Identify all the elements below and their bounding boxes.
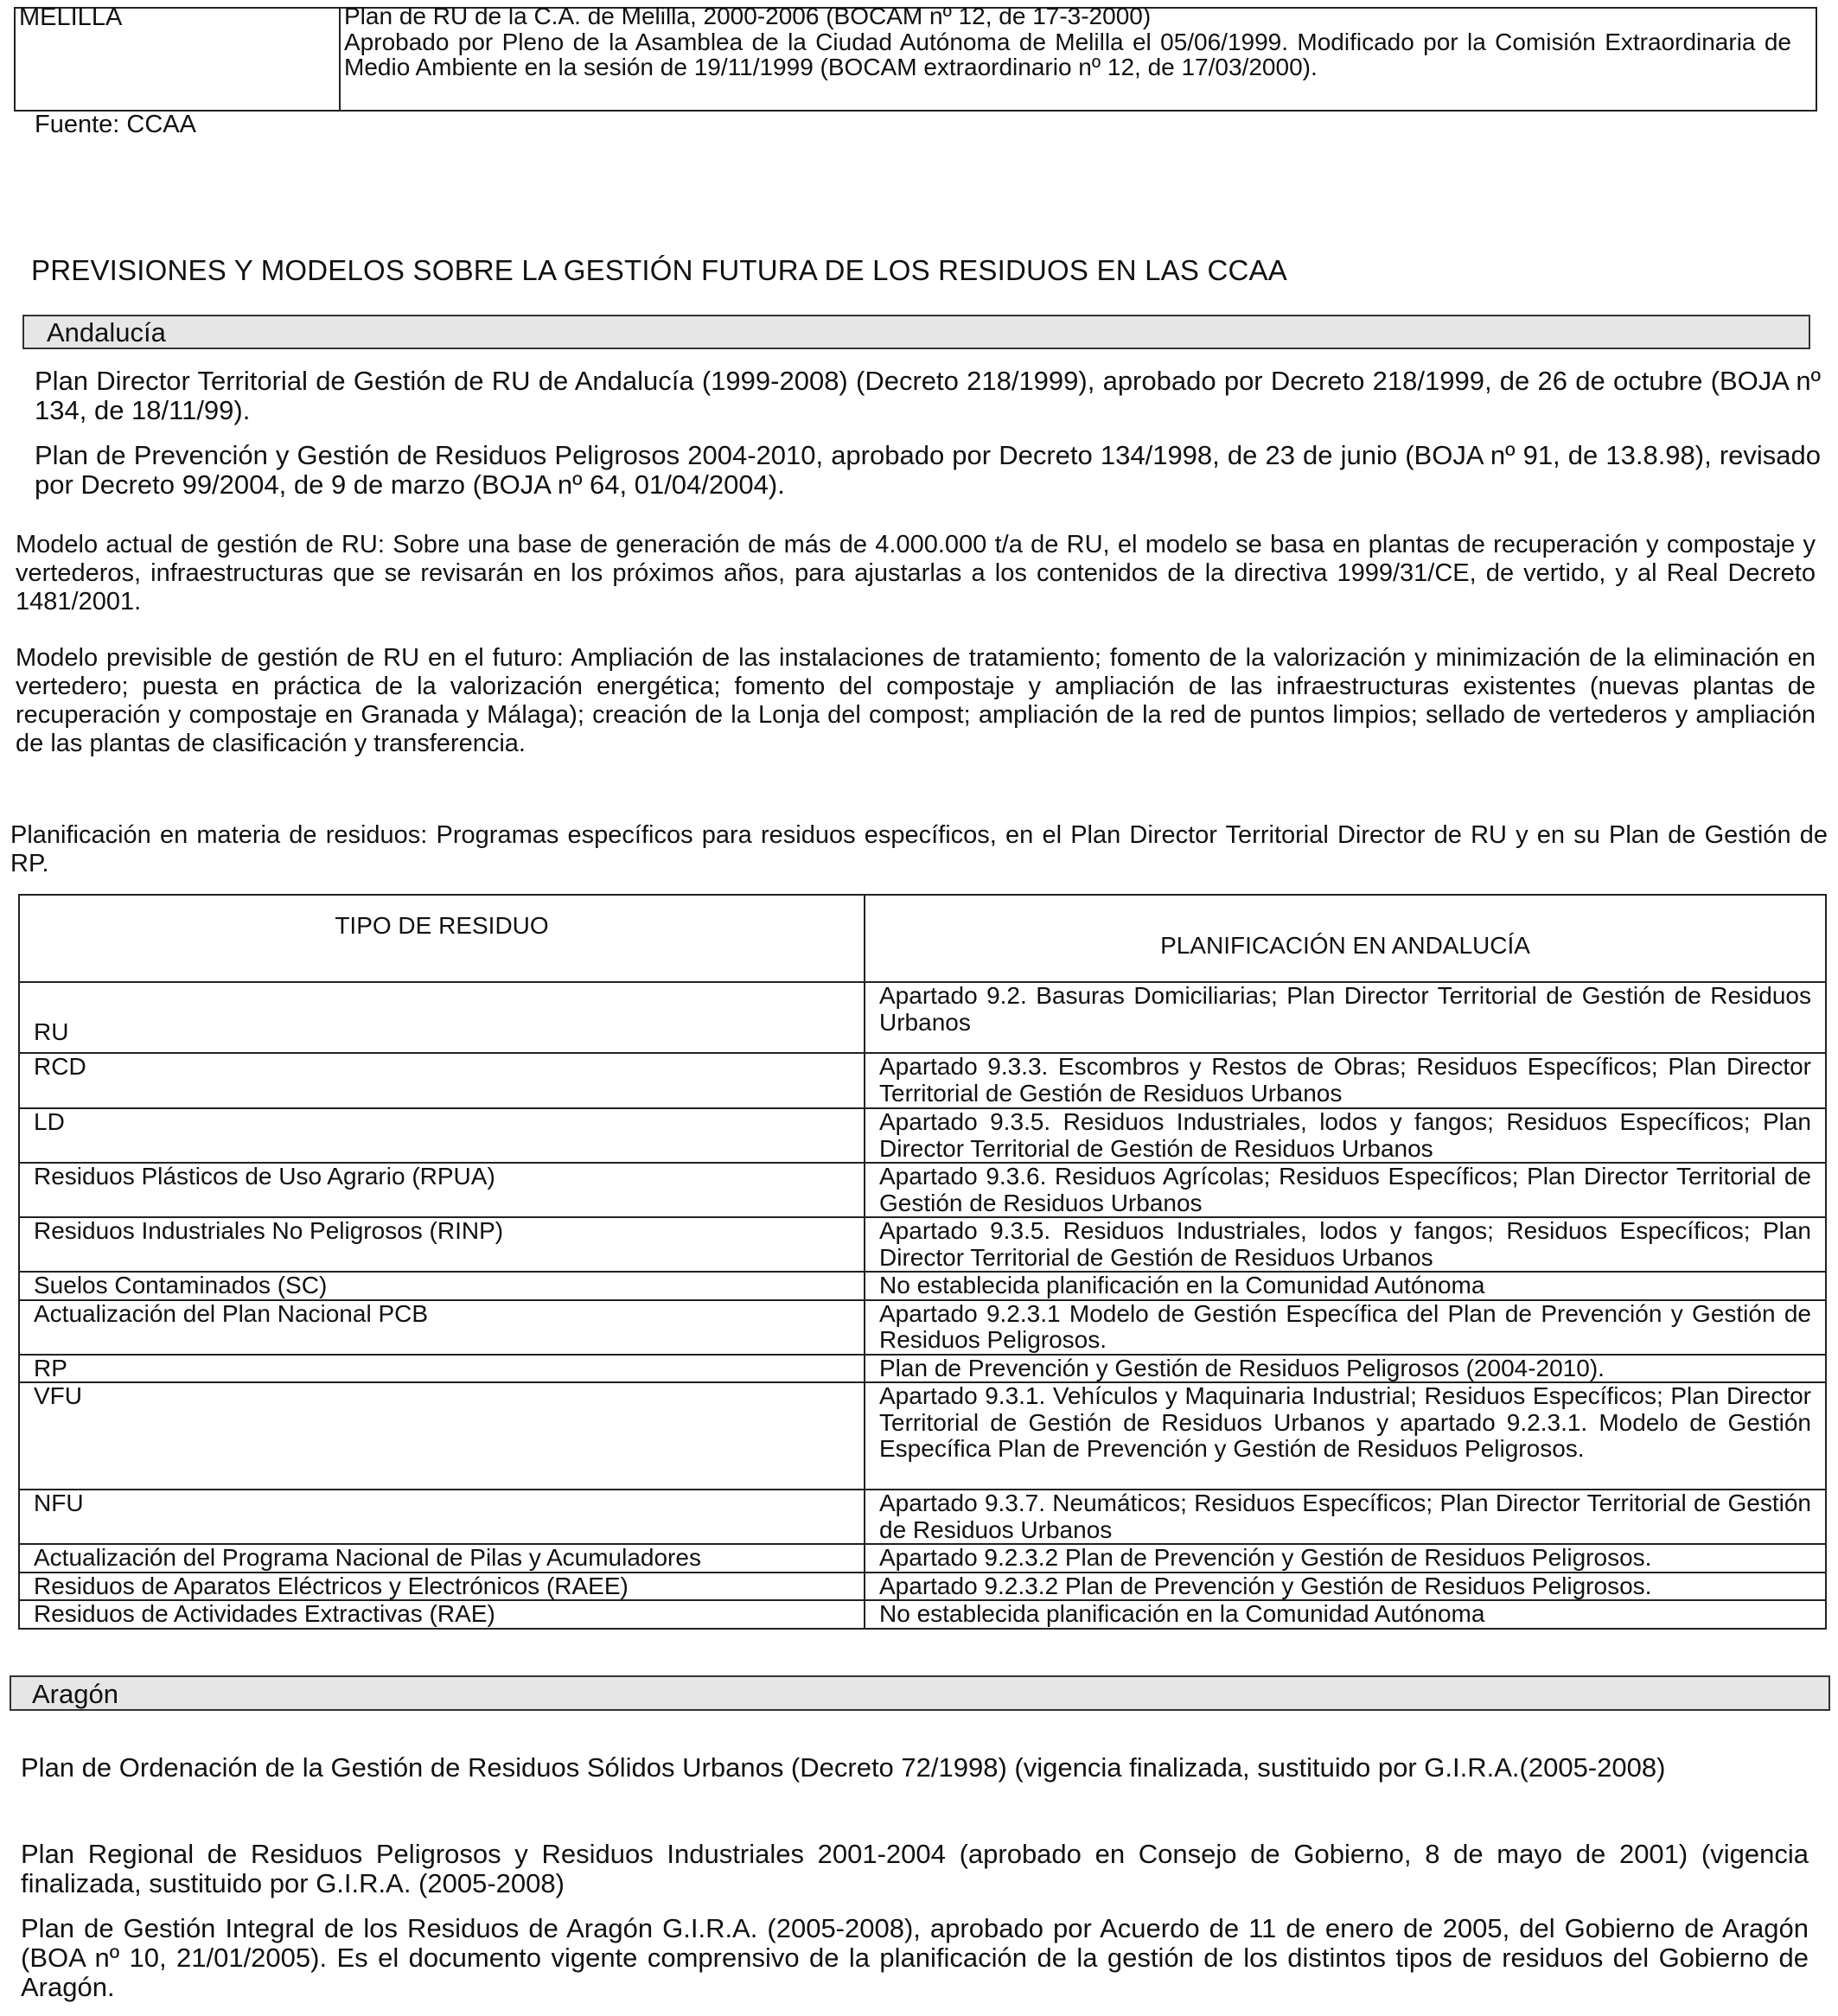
cell-tipo: Actualización del Plan Nacional PCB <box>19 1300 865 1355</box>
andalucia-planificacion: Planificación en materia de residuos: Programas específicos para residuos específicos, en el Plan Director Territorial Director de RU y en su Plan de Gestión de RP. <box>10 821 1828 877</box>
table-row <box>19 1544 1826 1573</box>
cell-tipo: Suelos Contaminados (SC) <box>19 1272 865 1300</box>
table-row <box>19 1053 1826 1108</box>
cell-planificacion: Apartado 9.3.6. Residuos Agrícolas; Residuos Específicos; Plan Director Territorial de Gestión de Residuos Urbanos <box>865 1163 1826 1217</box>
cell-planificacion: Plan de Prevención y Gestión de Residuos Peligrosos (2004-2010). <box>865 1355 1826 1383</box>
cell-tipo: NFU <box>19 1490 865 1544</box>
cell-planificacion: Apartado 9.3.5. Residuos Industriales, lodos y fangos; Residuos Específicos; Plan Director Territorial de Gestión de Residuos Urbanos <box>865 1217 1826 1272</box>
header-planificacion: PLANIFICACIÓN EN ANDALUCÍA <box>865 895 1826 982</box>
cell-tipo: Residuos de Actividades Extractivas (RAE) <box>19 1600 865 1629</box>
cell-tipo: Actualización del Programa Nacional de Pilas y Acumuladores <box>19 1544 865 1573</box>
table-row <box>19 1217 1826 1272</box>
cell-tipo: RU <box>19 982 865 1053</box>
region-heading-andalucia: Andalucía <box>22 315 1810 349</box>
source-note: Fuente: CCAA <box>35 111 196 138</box>
aragon-plan-rp: Plan Regional de Residuos Peligrosos y Residuos Industriales 2001-2004 (aprobado en Consejo de Gobierno, 8 de mayo de 2001) (vigencia finalizada, sustituido por G.I.R.A. (2005-2008) <box>21 1839 1809 1898</box>
table-row <box>19 1490 1826 1544</box>
table-header-row <box>19 895 1826 982</box>
table-row <box>19 1355 1826 1383</box>
table-row <box>19 982 1826 1053</box>
cell-planificacion: Apartado 9.2. Basuras Domiciliarias; Plan Director Territorial de Gestión de Residuos Urbanos <box>865 982 1826 1053</box>
cell-planificacion: Apartado 9.2.3.1 Modelo de Gestión Específica del Plan de Prevención y Gestión de Residuos Peligrosos. <box>865 1300 1826 1355</box>
andalucia-plan-rp: Plan de Prevención y Gestión de Residuos Peligrosos 2004-2010, aprobado por Decreto 134/1998, de 23 de junio (BOJA nº 91, de 13.8.98), revisado por Decreto 99/2004, de 9 de marzo (BOJA nº 64, 01/04/2004). <box>35 440 1821 500</box>
table-row <box>19 1573 1826 1601</box>
cell-planificacion: Apartado 9.3.5. Residuos Industriales, lodos y fangos; Residuos Específicos; Plan Director Territorial de Gestión de Residuos Urbanos <box>865 1108 1826 1163</box>
table-row <box>19 1382 1826 1490</box>
cell-planificacion: Apartado 9.3.7. Neumáticos; Residuos Específicos; Plan Director Territorial de Gestión de Residuos Urbanos <box>865 1490 1826 1544</box>
table-row <box>19 1600 1826 1629</box>
melilla-plan-title: Plan de RU de la C.A. de Melilla, 2000-2006 (BOCAM nº 12, de 17-3-2000) <box>344 3 1152 29</box>
table-row <box>19 1163 1826 1217</box>
cell-tipo: RCD <box>19 1053 865 1108</box>
region-heading-aragon: Aragón <box>10 1675 1830 1711</box>
cell-tipo: Residuos de Aparatos Eléctricos y Electrónicos (RAEE) <box>19 1573 865 1601</box>
aragon-plan-rsu: Plan de Ordenación de la Gestión de Residuos Sólidos Urbanos (Decreto 72/1998) (vigencia finalizada, sustituido por G.I.R.A.(2005-2008) <box>21 1752 1666 1783</box>
table-row <box>19 1272 1826 1300</box>
cell-tipo: Residuos Plásticos de Uso Agrario (RPUA) <box>19 1163 865 1217</box>
section-title: PREVISIONES Y MODELOS SOBRE LA GESTIÓN FUTURA DE LOS RESIDUOS EN LAS CCAA <box>31 254 1287 286</box>
melilla-table-divider <box>339 9 341 110</box>
cell-planificacion: No establecida planificación en la Comunidad Autónoma <box>865 1600 1826 1629</box>
header-tipo-residuo: TIPO DE RESIDUO <box>19 895 865 982</box>
cell-planificacion: Apartado 9.3.1. Vehículos y Maquinaria Industrial; Residuos Específicos; Plan Director Territorial de Gestión de Residuos Urbanos y apartado 9.2.3.1. Modelo de Gestión Específica Plan de Prevención y Gestión de Residuos Peligrosos. <box>865 1382 1826 1490</box>
cell-tipo: RP <box>19 1355 865 1383</box>
andalucia-modelo-actual: Modelo actual de gestión de RU: Sobre una base de generación de más de 4.000.000 t/a de RU, el modelo se basa en plantas de recuperación y compostaje y vertederos, infraestructuras que se revisarán en los próximos años, para ajustarlas a los contenidos de la directiva 1999/31/CE, de vertido, y al Real Decreto 1481/2001. <box>16 531 1816 616</box>
cell-planificacion: Apartado 9.2.3.2 Plan de Prevención y Gestión de Residuos Peligrosos. <box>865 1573 1826 1601</box>
aragon-plan-gira: Plan de Gestión Integral de los Residuos de Aragón G.I.R.A. (2005-2008), aprobado por Acuerdo de 11 de enero de 2005, del Gobierno de Aragón (BOA nº 10, 21/01/2005). Es el documento vigente comprensivo de la planificación de la gestión de los distintos tipos de residuos del Gobierno de Aragón. <box>21 1913 1809 2002</box>
andalucia-planning-table <box>18 894 1827 1630</box>
cell-planificacion: Apartado 9.2.3.2 Plan de Prevención y Gestión de Residuos Peligrosos. <box>865 1544 1826 1573</box>
cell-planificacion: No establecida planificación en la Comunidad Autónoma <box>865 1272 1826 1300</box>
andalucia-plan-ru: Plan Director Territorial de Gestión de RU de Andalucía (1999-2008) (Decreto 218/1999), aprobado por Decreto 218/1999, de 26 de octubre (BOJA nº 134, de 18/11/99). <box>35 366 1821 425</box>
andalucia-modelo-futuro: Modelo previsible de gestión de RU en el futuro: Ampliación de las instalaciones de tratamiento; fomento de la valorización y minimización de la eliminación en vertedero; puesta en práctica de la valorización energética; fomento del compostaje y ampliación de las infraestructuras existentes (nuevas plantas de recuperación y compostaje en Granada y Málaga); creación de la Lonja del compost; ampliación de la red de puntos limpios; sellado de vertederos y ampliación de las plantas de clasificación y transferencia. <box>16 644 1816 757</box>
cell-tipo: Residuos Industriales No Peligrosos (RINP) <box>19 1217 865 1272</box>
melilla-plan-cell <box>344 3 1791 80</box>
melilla-plan-detail: Aprobado por Pleno de la Asamblea de la Ciudad Autónoma de Melilla el 05/06/1999. Modificado por la Comisión Extraordinaria de Medio Ambiente en la sesión de 19/11/1999 (BOCAM extraordinario nº 12, de 17/03/2000). <box>344 28 1791 80</box>
cell-tipo: LD <box>19 1108 865 1163</box>
melilla-region-cell: MELILLA <box>19 3 123 31</box>
cell-planificacion: Apartado 9.3.3. Escombros y Restos de Obras; Residuos Específicos; Plan Director Territorial de Gestión de Residuos Urbanos <box>865 1053 1826 1108</box>
table-row <box>19 1300 1826 1355</box>
table-row <box>19 1108 1826 1163</box>
cell-tipo: VFU <box>19 1382 865 1490</box>
